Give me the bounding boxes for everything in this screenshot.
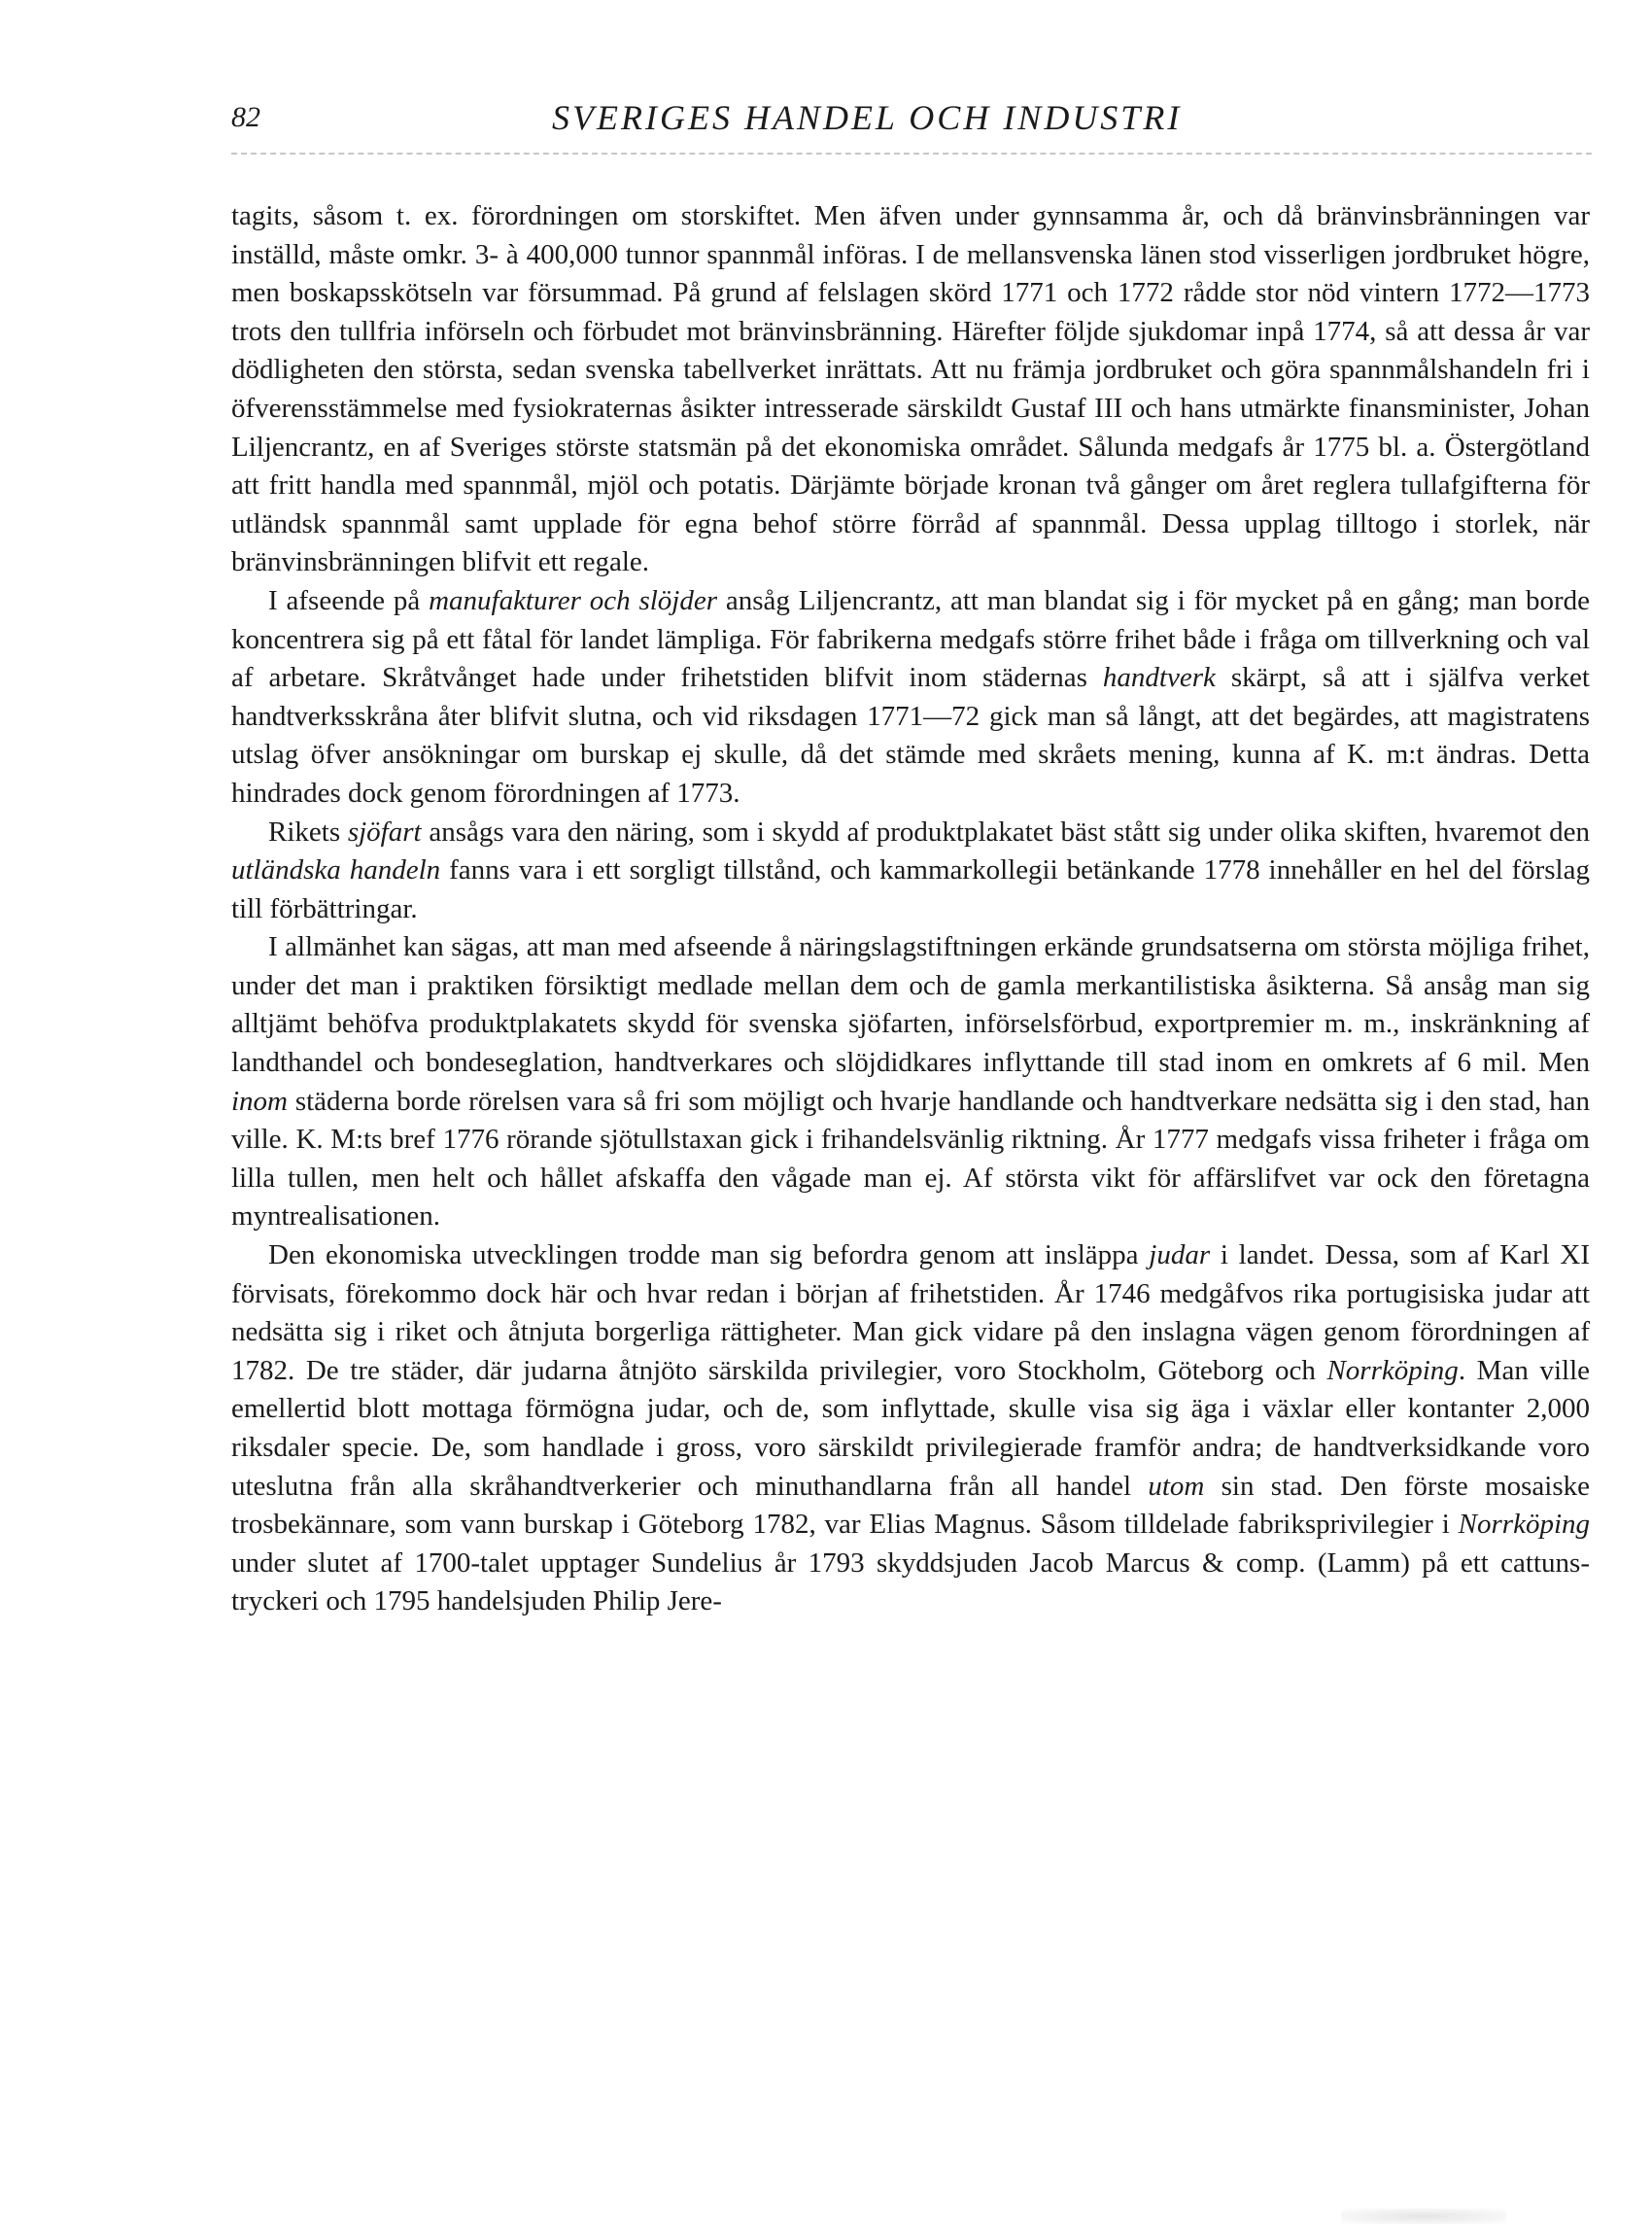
text-run: I allmänhet kan sägas, att man med afseende å näringslagstiftningen erkände grundsatserna om största möjliga frihet, under det man i praktiken försiktigt medlade mellan dem och de gamla merkantilistiska åsikterna. Så ansåg man sig alltjämt behöfva produktplakatets skydd för svenska sjöfarten, införselsförbud, exportpremier m. m., inskränkning af landthandel och bondeseglation, handtverkares och slöjdidkares inflyttande till stad inom en omkrets af 6 mil. Men: [231, 931, 1590, 1079]
text-run: Rikets: [268, 816, 348, 848]
text-run: skärpt, så att i själfva verket handtverksskråna åter blifvit slutna, och vid riksdagen 1771—72 gick man så långt, att det begärdes, att magistratens utslag öfver ansökningar om burskap ej skulle, då det stämde med skråets mening, kunna af K. m:t ändras. Detta hindrades dock genom förordningen af 1773.: [231, 662, 1590, 809]
text-run: tagits, såsom t. ex. förordningen om storskiftet. Men äfven under gynnsamma år, och då bränvinsbränningen var inställd, måste omkr. 3- à 400,000 tunnor spannmål införas. I de mellansvenska länen stod visserligen jordbruket högre, men boskapsskötseln var försummad. På grund af felslagen skörd 1771 och 1772 rådde stor nöd vintern 1772—1773 trots den tullfria införseln och förbudet mot bränvinsbränning. Härefter följde sjukdomar inpå 1774, så att dessa år var dödligheten den största, sedan svenska tabellverket inrättats. Att nu främja jordbruket och göra spannmålshandeln fri i öfverensstämmelse med fysiokraternas åsikter intresserade särskildt Gustaf III och hans utmärkte finansminister, Johan Liljencrantz, en af Sveriges störste statsmän på det ekonomiska området. Sålunda medgafs år 1775 bl. a. Östergötland att fritt handla med spannmål, mjöl och potatis. Därjämte började kronan två gånger om året reglera tullafgifterna för utländsk spannmål samt upplade för egna behof större förråd af spannmål. Dessa upplag tilltogo i storlek, när bränvinsbränningen blifvit ett regale.: [231, 200, 1590, 578]
text-run: sin stad. Den förste mosaiske trosbekännare, som vann burskap i Göteborg 1782, var Elias Magnus. Såsom tilldelade fabriksprivilegier i: [231, 1470, 1590, 1541]
italic-term: inom: [231, 1085, 288, 1117]
text-run: under slutet af 1700-talet upptager Sundelius år 1793 skyddsjuden Jacob Marcus & comp. (Lamm) på ett cattuns-tryckeri och 1795 handelsjuden Philip Jere-: [231, 1546, 1590, 1617]
text-run: . Man ville emellertid blott mottaga förmögna judar, och de, som inflyttade, skulle visa sig äga i växlar eller kontanter 2,000 riksdaler specie. De, som handlade i gross, voro särskildt privilegierade framför andra; de handtverksidkande voro uteslutna från alla skråhandtverkerier och minuthandlarna från all handel: [231, 1354, 1590, 1502]
page-number: 82: [231, 101, 260, 133]
text-run: i landet. Dessa, som af Karl XI förvisats, förekommo dock här och hvar redan i början af frihetstiden. År 1746 medgåfvos rika portugisiska judar att nedsätta sig i riket och åtnjuta borgerliga rättigheter. Man gick vidare på den inslagna vägen genom förordningen af 1782. De tre städer, där judarna åtnjöto särskilda privilegier, voro Stockholm, Göteborg och: [231, 1239, 1590, 1386]
paragraph: [231, 1236, 1590, 1621]
italic-term: manufakturer och slöjder: [429, 584, 718, 616]
running-title: SVERIGES HANDEL OCH INDUSTRI: [552, 98, 1183, 137]
text-run: I afseende på: [268, 584, 430, 616]
paragraph: [231, 197, 1590, 582]
scan-smudge: [1341, 2208, 1506, 2224]
italic-term: Norrköping: [1326, 1354, 1459, 1386]
page-header: [231, 97, 1592, 146]
italic-term: utom: [1148, 1470, 1205, 1502]
italic-term: utländska handeln: [231, 854, 441, 886]
italic-term: handtverk: [1102, 662, 1216, 694]
text-run: ansåg Liljencrantz, att man blandat sig i för mycket på en gång; man borde koncentrera sig på ett fåtal för landet lämpliga. För fabrikerna medgafs större frihet både i fråga om tillverkning och val af arbetare. Skråtvånget hade under frihetstiden blifvit inom städernas: [231, 584, 1590, 694]
body-text: [231, 197, 1590, 1621]
paragraph: [231, 928, 1590, 1236]
italic-term: judar: [1149, 1239, 1211, 1271]
text-run: fanns vara i ett sorgligt tillstånd, och kammarkollegii betänkande 1778 innehåller en hel del förslag till förbättringar.: [231, 854, 1590, 924]
header-rule: [231, 153, 1592, 155]
text-run: ansågs vara den näring, som i skydd af produktplakatet bäst stått sig under olika skiften, hvaremot den: [421, 816, 1590, 848]
paragraph: [231, 814, 1590, 929]
paragraph: [231, 582, 1590, 814]
italic-term: Norrköping: [1458, 1509, 1590, 1541]
text-run: städerna borde rörelsen vara så fri som möjligt och hvarje handlande och handtverkare nedsätta sig i den stad, han ville. K. M:ts bref 1776 rörande sjötullstaxan gick i frihandelsvänlig riktning. År 1777 medgafs vissa friheter i fråga om lilla tullen, men helt och hållet afskaffa den vågade man ej. Af största vikt för affärslifvet var ock den företagna myntrealisationen.: [231, 1085, 1590, 1233]
text-run: Den ekonomiska utvecklingen trodde man sig befordra genom att insläppa: [268, 1239, 1150, 1271]
italic-term: sjöfart: [347, 816, 422, 848]
